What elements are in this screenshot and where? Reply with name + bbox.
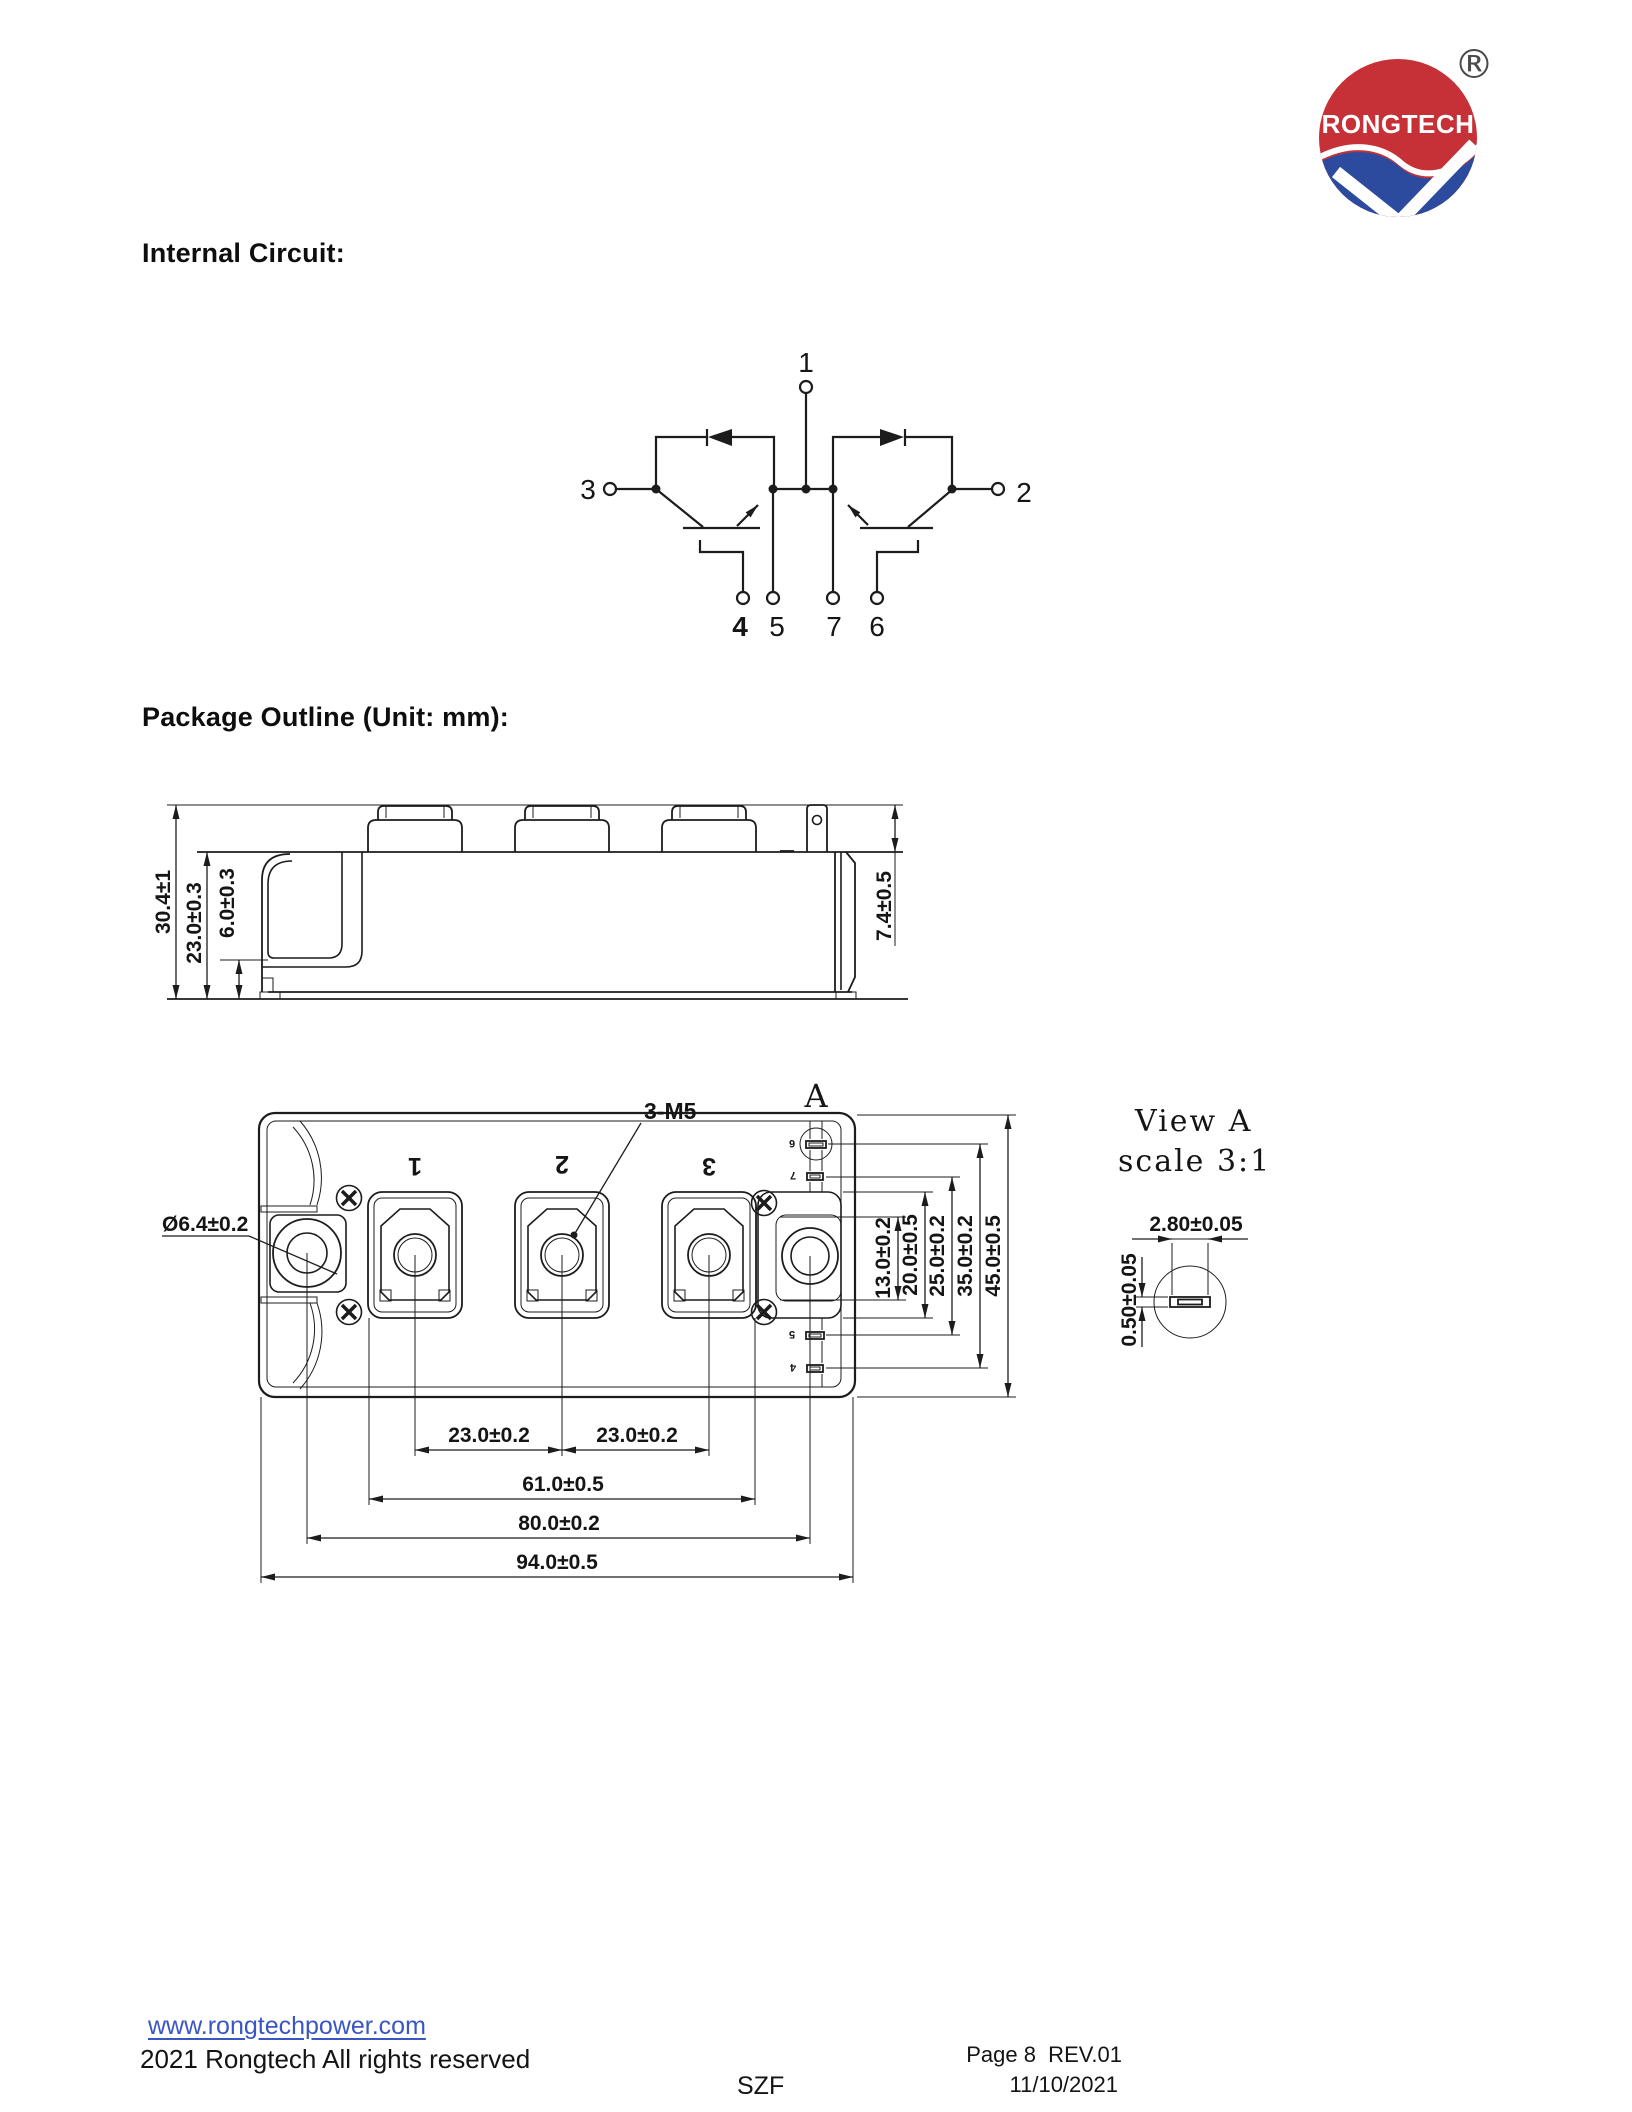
footer-copyright: 2021 Rongtech All rights reserved: [140, 2044, 531, 2074]
view-a-scale: scale 3:1: [1118, 1144, 1272, 1179]
footer-page-rev: Page 8 REV.01: [966, 2042, 1122, 2067]
dim-terminal-height: 7.4±0.5: [873, 871, 896, 941]
registered-trademark-icon: ®: [1454, 42, 1494, 88]
pin-label-7: 7: [789, 1169, 797, 1181]
footer-doc-code: SZF: [737, 2072, 785, 2100]
footer-website-link[interactable]: www.rongtechpower.com: [148, 2012, 426, 2040]
terminal-3-node: [604, 483, 616, 495]
terminal-5-node: [767, 592, 779, 604]
dim-pitch-2: 23.0±0.2: [596, 1424, 678, 1447]
package-side-view: [140, 770, 930, 1020]
side-pin-tab: [780, 805, 827, 852]
dim-overall-height: 30.4±1: [152, 869, 175, 935]
terminal-6-node: [871, 592, 883, 604]
dim-v-13: 13.0±0.2: [872, 1217, 895, 1299]
dim-step-height: 6.0±0.3: [216, 868, 239, 938]
rongtech-logo: [1298, 36, 1508, 236]
terminal-bump-1: [368, 806, 462, 852]
dim-pad-span: 61.0±0.5: [522, 1473, 604, 1496]
terminal-7-label: 7: [826, 611, 842, 642]
internal-circuit-diagram: [540, 320, 1080, 650]
terminal-1-node: [800, 381, 812, 393]
dim-v-45: 45.0±0.5: [982, 1215, 1005, 1297]
terminal-bump-3: [662, 806, 756, 852]
pad-label-2: 2: [555, 1150, 569, 1178]
pin-label-6: 6: [788, 1137, 796, 1149]
dim-pitch-1: 23.0±0.2: [448, 1424, 530, 1447]
dim-body-height: 23.0±0.3: [183, 882, 206, 964]
terminal-4-label: 4: [732, 611, 748, 642]
terminal-bump-2: [515, 806, 609, 852]
left-mounting-hole: [261, 1121, 346, 1389]
terminal-7-node: [827, 592, 839, 604]
dim-v-25: 25.0±0.2: [926, 1215, 949, 1297]
dim-v-35: 35.0±0.2: [954, 1215, 977, 1297]
pin-label-4: 4: [789, 1361, 797, 1373]
pin-cross-section: [1170, 1297, 1210, 1307]
pad-label-3: 3: [702, 1152, 716, 1180]
pad-label-1: 1: [408, 1152, 422, 1180]
terminal-4-node: [737, 592, 749, 604]
aux-pins: [806, 1121, 826, 1387]
pin-width-dim: 2.80±0.05: [1149, 1213, 1243, 1236]
right-diode-icon: [880, 429, 904, 446]
view-a-marker-label: A: [804, 1077, 828, 1115]
logo-brand-text: RONGTECH: [1321, 109, 1475, 139]
dim-hole-span: 80.0±0.2: [518, 1512, 600, 1535]
terminal-1-label: 1: [798, 347, 814, 378]
view-a-marker-circle: [800, 1128, 832, 1160]
footer-date: 11/10/2021: [1009, 2072, 1118, 2097]
package-outline-heading: Package Outline (Unit: mm):: [142, 702, 509, 732]
terminal-2-node: [992, 483, 1004, 495]
view-a-title: View A: [1135, 1104, 1253, 1139]
right-gate-arrow-icon: [848, 505, 868, 525]
pin-thickness-dim: 0.50±0.05: [1118, 1253, 1141, 1347]
terminal-2-label: 2: [1016, 477, 1032, 508]
terminal-5-label: 5: [769, 611, 785, 642]
package-top-view: [140, 1060, 1040, 1600]
left-gate-arrow-icon: [737, 505, 758, 526]
right-mounting-hole: [758, 1192, 841, 1318]
dim-v-20: 20.0±0.5: [899, 1214, 922, 1296]
screw-icon: [337, 1186, 777, 1325]
detail-circle: [1154, 1266, 1226, 1338]
thread-callout: 3-M5: [644, 1098, 697, 1124]
hole-dia-callout: Ø6.4±0.2: [162, 1213, 249, 1236]
left-diode-icon: [708, 429, 732, 446]
pin-label-5: 5: [788, 1328, 796, 1340]
terminal-3-label: 3: [580, 474, 596, 505]
terminal-6-label: 6: [869, 611, 885, 642]
view-a-detail: [1080, 1080, 1460, 1400]
dim-overall-width: 94.0±0.5: [516, 1551, 598, 1574]
internal-circuit-heading: Internal Circuit:: [142, 238, 345, 268]
